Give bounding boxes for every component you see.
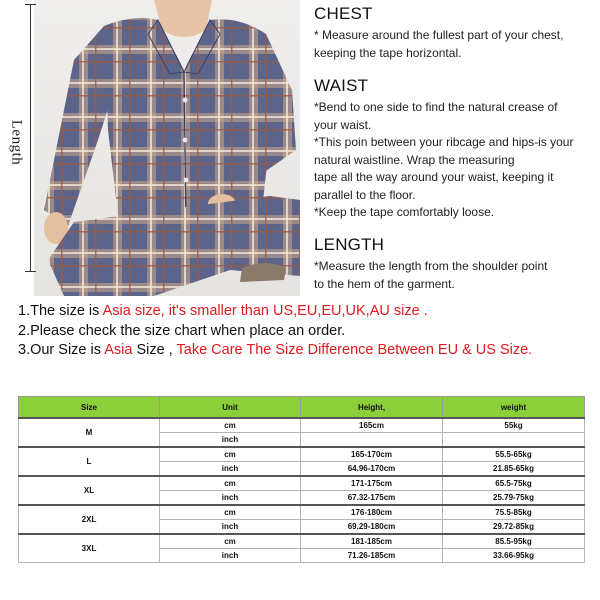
size-table <box>18 396 585 563</box>
waist-line: your waist. <box>314 117 372 132</box>
weight-cell: 21.85-65kg <box>443 462 585 477</box>
weight-cell: 33.66-95kg <box>443 549 585 563</box>
waist-line: parallel to the floor. <box>314 187 416 202</box>
height-cell <box>301 433 443 448</box>
unit-cell: cm <box>160 534 301 549</box>
height-cell: 69.29-180cm <box>301 520 443 535</box>
waist-line: *This poin between your ribcage and hips-is your <box>314 135 574 149</box>
chest-title: CHEST <box>314 4 373 23</box>
header-unit: Unit <box>160 397 301 419</box>
height-cell: 71.26-185cm <box>301 549 443 563</box>
height-cell: 165cm <box>301 418 443 433</box>
shirt-button <box>184 178 189 183</box>
waist-line: *Bend to one side to find the natural crease of <box>314 100 558 114</box>
table-row <box>19 418 585 433</box>
waist-line: natural waistline. Wrap the measuring <box>314 152 515 167</box>
table-header-row <box>19 397 585 419</box>
unit-cell: inch <box>160 462 301 477</box>
length-measure-cap-bottom <box>25 271 36 272</box>
height-cell: 165-170cm <box>301 447 443 462</box>
weight-cell: 65.5-75kg <box>443 476 585 491</box>
unit-cell: inch <box>160 549 301 563</box>
length-side-label: Length <box>8 119 25 165</box>
header-weight: weight <box>443 397 585 419</box>
length-guide <box>314 235 598 293</box>
unit-cell: cm <box>160 476 301 491</box>
height-cell: 176-180cm <box>301 505 443 520</box>
chest-line: * Measure around the fullest part of your chest, <box>314 28 564 42</box>
waist-guide <box>314 76 598 222</box>
waist-line: *Keep the tape comfortably loose. <box>314 205 495 219</box>
weight-cell: 55.5-65kg <box>443 447 585 462</box>
height-cell: 64.96-170cm <box>301 462 443 477</box>
weight-cell: 75.5-85kg <box>443 505 585 520</box>
size-cell: 2XL <box>19 505 160 534</box>
height-cell: 171-175cm <box>301 476 443 491</box>
header-height: Height, <box>301 397 443 419</box>
length-title: LENGTH <box>314 235 385 254</box>
note-1: 1.The size is Asia size, it's smaller than US,EU,EU,UK,AU size . <box>18 303 428 319</box>
length-line: to the hem of the garment. <box>314 276 455 291</box>
size-notes <box>18 302 598 361</box>
weight-cell: 29.72-85kg <box>443 520 585 535</box>
height-cell: 67.32-175cm <box>301 491 443 506</box>
table-row <box>19 505 585 520</box>
pajama-left-sleeve <box>44 26 114 226</box>
size-cell: M <box>19 418 160 447</box>
unit-cell: cm <box>160 418 301 433</box>
shirt-button <box>183 138 188 143</box>
unit-cell: inch <box>160 520 301 535</box>
unit-cell: cm <box>160 447 301 462</box>
size-cell: XL <box>19 476 160 505</box>
length-measure-line <box>30 4 31 272</box>
unit-cell: inch <box>160 433 301 448</box>
waist-line: tape all the way around your waist, keeping it <box>314 170 554 184</box>
product-photo <box>34 0 300 296</box>
header-size: Size <box>19 397 160 419</box>
table-row <box>19 534 585 549</box>
weight-cell: 25.79-75kg <box>443 491 585 506</box>
size-cell: L <box>19 447 160 476</box>
pajama-pants <box>48 196 300 296</box>
length-line: *Measure the length from the shoulder point <box>314 259 548 273</box>
unit-cell: inch <box>160 491 301 506</box>
chest-line: keeping the tape horizontal. <box>314 45 462 60</box>
length-measure-cap-top <box>25 4 36 5</box>
weight-cell <box>443 433 585 448</box>
size-chart <box>18 396 584 563</box>
unit-cell: cm <box>160 505 301 520</box>
size-cell: 3XL <box>19 534 160 563</box>
weight-cell: 85.5-95kg <box>443 534 585 549</box>
table-row <box>19 447 585 462</box>
weight-cell: 55kg <box>443 418 585 433</box>
table-row <box>19 476 585 491</box>
waist-title: WAIST <box>314 76 369 95</box>
note-3: 3.Our Size is Asia Size , Take Care The Size Difference Between EU & US Size. <box>18 342 533 358</box>
height-cell: 181-185cm <box>301 534 443 549</box>
note-2: 2.Please check the size chart when place an order. <box>18 322 346 339</box>
shirt-button <box>183 98 188 103</box>
chest-guide <box>314 4 598 62</box>
